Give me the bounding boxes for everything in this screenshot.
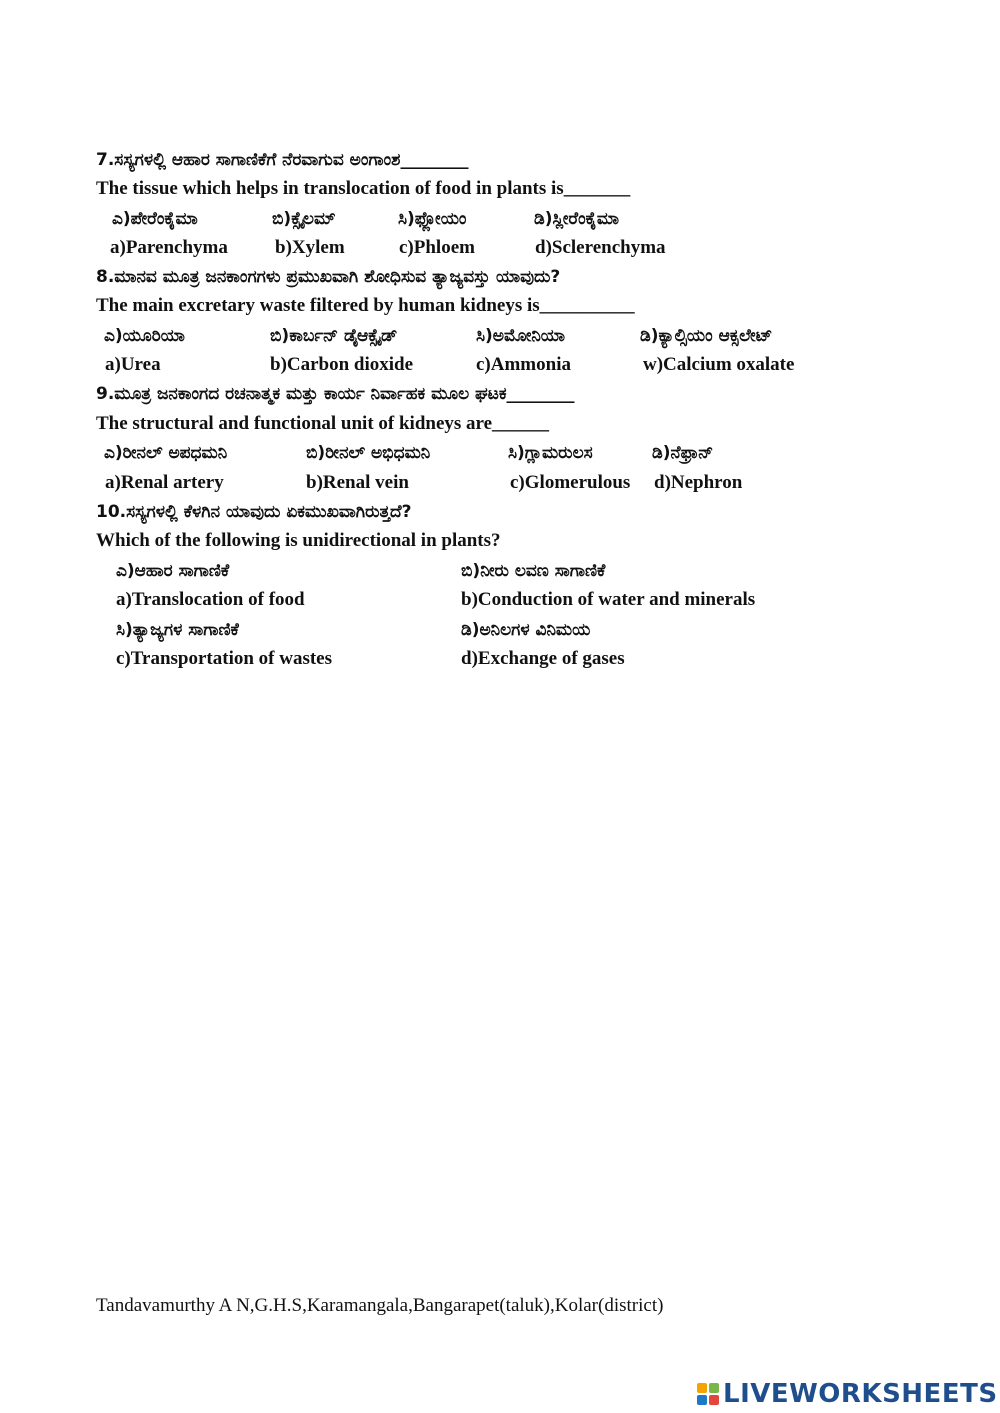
- q10-option-d: d)Exchange of gases: [461, 648, 625, 669]
- q7-kannada: 7.ಸಸ್ಯಗಳಲ್ಲಿ ಆಹಾರ ಸಾಗಾಣಿಕೆಗೆ ನೆರವಾಗುವ ಅಂಗಾಂಶ________: [96, 150, 469, 170]
- q7-option-a: a)Parenchyma: [110, 237, 228, 258]
- logo-text: LIVEWORKSHEETS: [723, 1379, 998, 1409]
- q7-option-b-kn: ಬಿ)ಕ್ಸೈಲಮ್: [272, 209, 336, 229]
- q10-option-d-kn: ಡಿ)ಅನಿಲಗಳ ವಿನಿಮಯ: [461, 620, 591, 640]
- q7-option-b: b)Xylem: [275, 237, 345, 258]
- q7-option-d-kn: ಡಿ)ಸ್ಲೀರೆಂಕೈಮಾ: [534, 209, 619, 229]
- q9-option-c: c)Glomerulous: [510, 472, 631, 493]
- q9-option-c-kn: ಸಿ)ಗ್ಲಾಮರುಲಸ: [508, 443, 593, 463]
- q9-option-a-kn: ಎ)ರೀನಲ್ ಅಪಧಮನಿ: [104, 443, 228, 463]
- q10-option-c-kn: ಸಿ)ತ್ಯಾಜ್ಯಗಳ ಸಾಗಾಣಿಕೆ: [116, 620, 239, 640]
- q9-option-b-kn: ಬಿ)ರೀನಲ್ ಅಭಿಧಮನಿ: [306, 443, 431, 463]
- author-footer: Tandavamurthy A N,G.H.S,Karamangala,Bangarapet(taluk),Kolar(district): [96, 1295, 664, 1316]
- q7-option-d: d)Sclerenchyma: [535, 237, 666, 258]
- q9-option-d-kn: ಡಿ)ನೆಫ್ರಾನ್: [652, 443, 714, 463]
- q8-kannada: 8.ಮಾನವ ಮೂತ್ರ ಜನಕಾಂಗಗಳು ಪ್ರಮುಖವಾಗಿ ಶೋಧಿಸುವ ತ್ಯಾಜ್ಯವಸ್ತು ಯಾವುದು?: [96, 267, 561, 287]
- q10-option-a: a)Translocation of food: [116, 589, 305, 610]
- q9-kannada: 9.ಮೂತ್ರ ಜನಕಾಂಗದ ರಚನಾತ್ಮಕ ಮತ್ತು ಕಾರ್ಯ ನಿರ್ವಾಹಕ ಮೂಲ ಘಟಕ________: [96, 384, 575, 404]
- q9-english: The structural and functional unit of kidneys are______: [96, 413, 550, 434]
- q9-option-d: d)Nephron: [654, 472, 743, 493]
- q10-kannada: 10.ಸಸ್ಯಗಳಲ್ಲಿ ಕೆಳಗಿನ ಯಾವುದು ಏಕಮುಖವಾಗಿರುತ್ತದೆ?: [96, 502, 412, 522]
- q8-option-c-kn: ಸಿ)ಅಮೋನಿಯಾ: [476, 326, 565, 346]
- q8-option-b-kn: ಬಿ)ಕಾರ್ಬನ್ ಡೈಆಕ್ಸೈಡ್: [270, 326, 398, 346]
- q8-option-a: a)Urea: [105, 354, 161, 375]
- q7-option-c: c)Phloem: [399, 237, 475, 258]
- q10-option-c: c)Transportation of wastes: [116, 648, 333, 669]
- q8-option-d-kn: ಡಿ)ಕ್ಯಾಲ್ಸಿಯಂ ಆಕ್ಸಲೇಟ್: [640, 326, 773, 346]
- q7-option-c-kn: ಸಿ)ಫ್ಲೋಯಂ: [398, 209, 467, 229]
- q8-option-c: c)Ammonia: [476, 354, 571, 375]
- q7-option-a-kn: ಎ)ಪೇರೆಂಕೈಮಾ: [112, 209, 198, 229]
- liveworksheets-mark-icon: [697, 1383, 719, 1405]
- q8-option-b: b)Carbon dioxide: [270, 354, 414, 375]
- q10-option-b: b)Conduction of water and minerals: [461, 589, 756, 610]
- q8-english: The main excretary waste filtered by human kidneys is__________: [96, 295, 635, 316]
- q10-option-b-kn: ಬಿ)ನೀರು ಲವಣ ಸಾಗಾಣಿಕೆ: [461, 561, 606, 581]
- q10-option-a-kn: ಎ)ಆಹಾರ ಸಾಗಾಣಿಕೆ: [116, 561, 230, 581]
- liveworksheets-logo[interactable]: [697, 1379, 998, 1409]
- q9-option-a: a)Renal artery: [105, 472, 224, 493]
- q8-option-d: w)Calcium oxalate: [643, 354, 795, 375]
- q10-english: Which of the following is unidirectional in plants?: [96, 530, 501, 551]
- q9-option-b: b)Renal vein: [306, 472, 409, 493]
- q8-option-a-kn: ಎ)ಯೂರಿಯಾ: [104, 326, 185, 346]
- q7-english: The tissue which helps in translocation of food in plants is_______: [96, 178, 631, 199]
